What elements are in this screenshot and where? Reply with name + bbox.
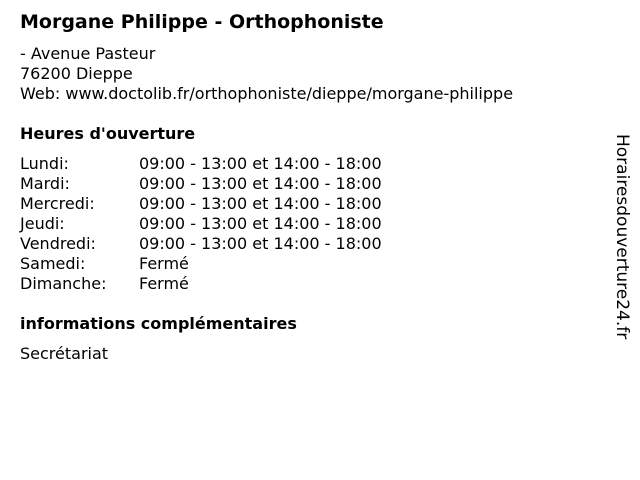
address-street: - Avenue Pasteur	[20, 44, 156, 63]
address-block	[20, 44, 513, 104]
hours-row-mardi	[20, 174, 382, 194]
watermark-text: Horairesdouverture24.fr	[612, 134, 632, 340]
opening-hours-table	[20, 154, 382, 294]
hours-row-samedi	[20, 254, 382, 274]
page-title: Morgane Philippe - Orthophoniste	[20, 11, 384, 33]
hours-time: 09:00 - 13:00 et 14:00 - 18:00	[139, 214, 382, 233]
hours-time: 09:00 - 13:00 et 14:00 - 18:00	[139, 194, 382, 213]
address-city: 76200 Dieppe	[20, 64, 133, 83]
hours-day: Vendredi:	[20, 234, 96, 253]
opening-hours-heading: Heures d'ouverture	[20, 124, 196, 143]
hours-time: 09:00 - 13:00 et 14:00 - 18:00	[139, 174, 382, 193]
hours-day: Samedi:	[20, 254, 86, 273]
watermark	[612, 134, 632, 344]
website-link[interactable]: Web: www.doctolib.fr/orthophoniste/dieppe/morgane-philippe	[20, 84, 514, 103]
hours-day: Mercredi:	[20, 194, 95, 213]
hours-row-lundi	[20, 154, 382, 174]
hours-time: 09:00 - 13:00 et 14:00 - 18:00	[139, 234, 382, 253]
hours-row-mercredi	[20, 194, 382, 214]
hours-row-dimanche	[20, 274, 382, 294]
hours-day: Mardi:	[20, 174, 70, 193]
hours-time: Fermé	[139, 274, 189, 293]
hours-row-jeudi	[20, 214, 382, 234]
hours-time: 09:00 - 13:00 et 14:00 - 18:00	[139, 154, 382, 173]
hours-day: Dimanche:	[20, 274, 107, 293]
hours-day: Jeudi:	[20, 214, 65, 233]
hours-row-vendredi	[20, 234, 382, 254]
additional-info-text: Secrétariat	[20, 344, 109, 363]
hours-day: Lundi:	[20, 154, 69, 173]
additional-info-heading: informations complémentaires	[20, 314, 297, 333]
hours-time: Fermé	[139, 254, 189, 273]
